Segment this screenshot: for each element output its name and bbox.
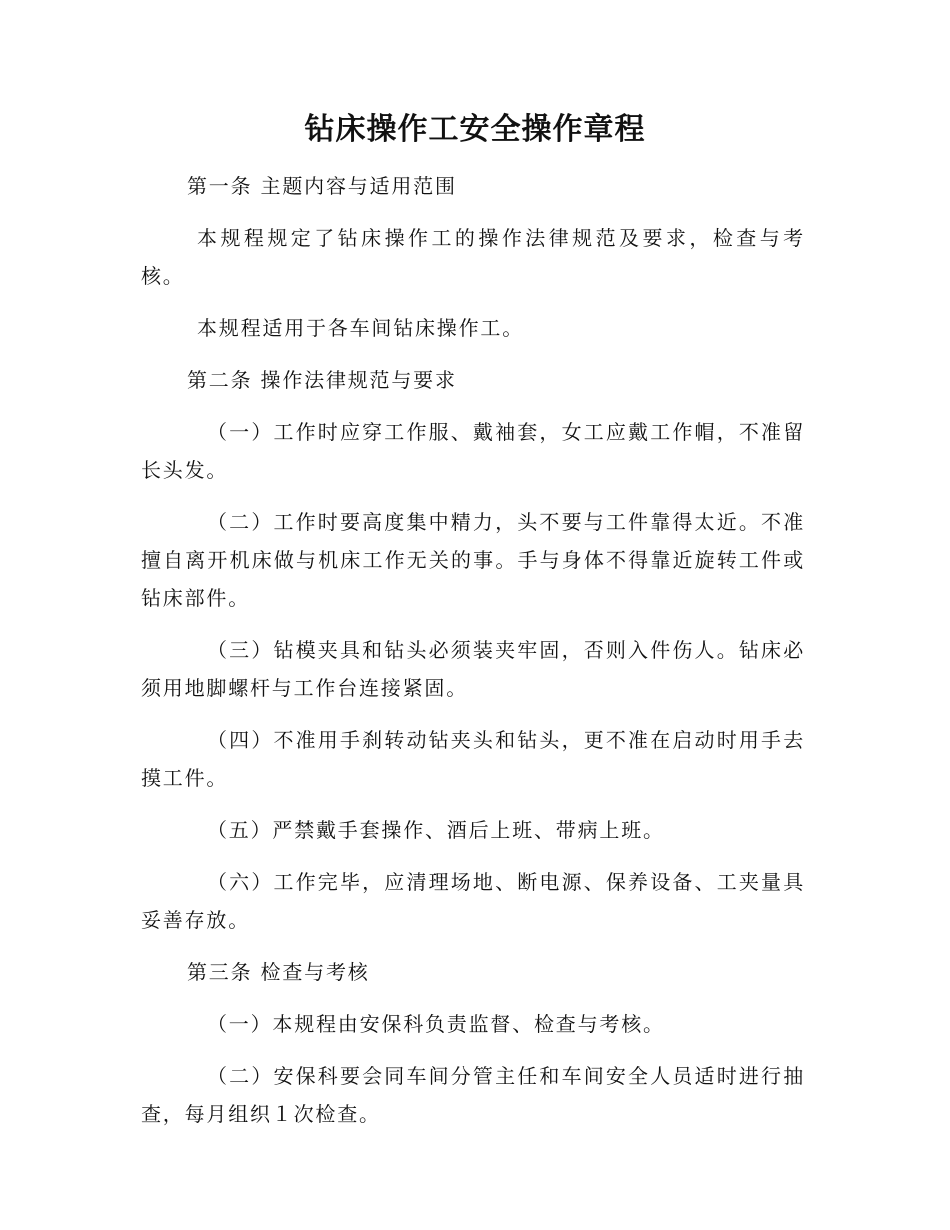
rule-item-6: （六）工作完毕，应清理场地、断电源、保养设备、工夹量具妥善存放。 xyxy=(141,870,805,932)
article-heading-3: 第三条 检查与考核 xyxy=(187,960,370,984)
rule-item-2: （二）工作时要高度集中精力，头不要与工件靠得太近。不准擅自离开机床做与机床工作无关的事。手与身体不得靠近旋转工件或钻床部件。 xyxy=(141,510,805,610)
rule-item-5: （五）严禁戴手套操作、酒后上班、带病上班。 xyxy=(207,818,665,842)
paragraph-applicability: 本规程适用于各车间钻床操作工。 xyxy=(197,316,524,340)
inspection-item-1: （一）本规程由安保科负责监督、检查与考核。 xyxy=(207,1012,665,1036)
document-title: 钻床操作工安全操作章程 xyxy=(304,112,646,147)
rule-item-3: （三）钻模夹具和钻头必须装夹牢固，否则入件伤人。钻床必须用地脚螺杆与工作台连接紧固。 xyxy=(141,638,805,700)
inspection-item-2: （二）安保科要会同车间分管主任和车间安全人员适时进行抽查，每月组织１次检查。 xyxy=(141,1064,805,1126)
rule-item-4: （四）不准用手刹转动钻夹头和钻头，更不准在启动时用手去摸工件。 xyxy=(141,728,805,790)
article-heading-1: 第一条 主题内容与适用范围 xyxy=(187,174,457,198)
paragraph-scope: 本规程规定了钻床操作工的操作法律规范及要求，检查与考核。 xyxy=(141,226,805,288)
document-body xyxy=(141,167,805,1147)
article-heading-2: 第二条 操作法律规范与要求 xyxy=(187,368,457,392)
rule-item-1: （一）工作时应穿工作服、戴袖套，女工应戴工作帽，不准留长头发。 xyxy=(141,420,805,482)
